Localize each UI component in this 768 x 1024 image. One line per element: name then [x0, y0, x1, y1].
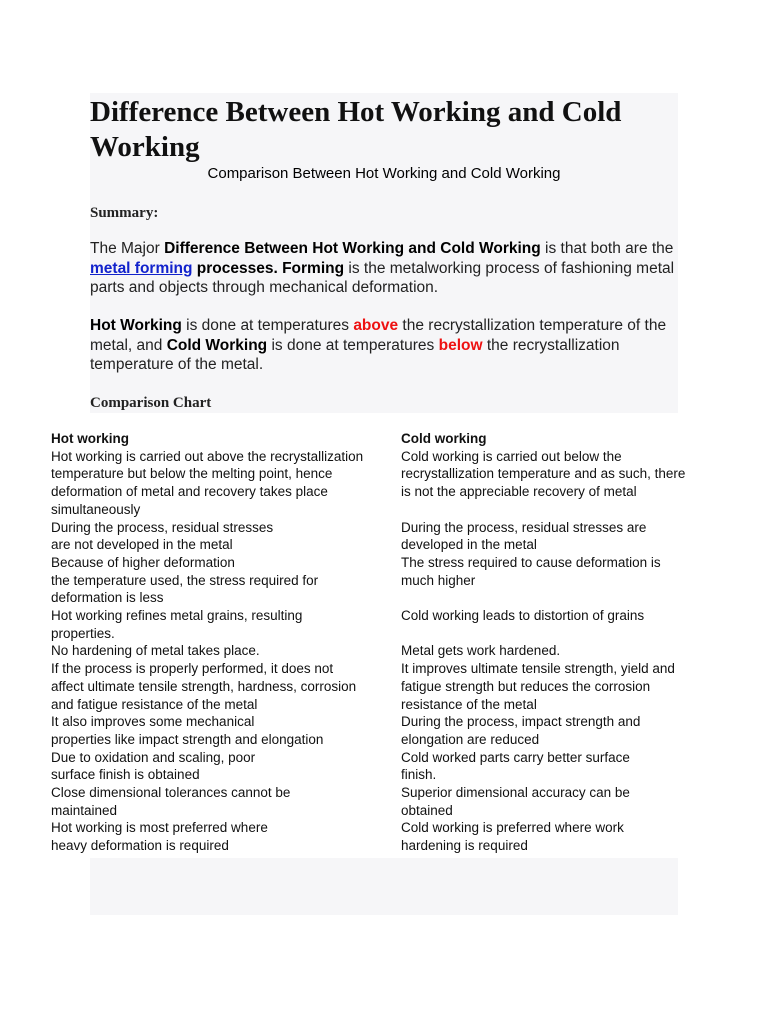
para1-text-3: is the metalworking process of fashioning metal parts and objects through mechanical deformation.: [90, 259, 675, 296]
table-cell-hot: Hot working is most preferred where heavy deformation is required: [51, 820, 268, 854]
table-cell-hot: During the process, residual stresses are not developed in the metal: [51, 519, 274, 553]
table-cell-hot: Close dimensional tolerances cannot be maintained: [51, 785, 291, 818]
table-row: [51, 554, 731, 607]
table-cell-cold: During the process, residual stresses are developed in the metal: [401, 519, 647, 553]
metal-forming-link[interactable]: metal forming: [90, 259, 193, 277]
table-row: [51, 519, 731, 554]
table-cell-cold: Superior dimensional accuracy can be obtained: [401, 785, 630, 818]
table-cell-cold: Cold working is carried out below the recrystallization temperature and as such, there is not the appreciable recovery of metal: [401, 448, 686, 500]
para2-bold-2: Cold Working: [166, 336, 268, 354]
column-header-cold-working: Cold working: [401, 431, 487, 446]
table-cell-hot: Due to oxidation and scaling, poor surface finish is obtained: [51, 749, 256, 783]
table-row: [51, 819, 731, 854]
article-panel-footer: [90, 858, 678, 915]
table-row: [51, 784, 731, 819]
table-cell-hot: Hot working refines metal grains, resulting properties.: [51, 608, 303, 641]
table-cell-hot: Because of higher deformation the temperature used, the stress required for deformation is less: [51, 554, 319, 606]
table-cell-hot: If the process is properly performed, it does not affect ultimate tensile strength, hardness, corrosion and fatigue resistance of the metal: [51, 661, 357, 712]
table-header-row: [51, 430, 731, 448]
table-row: [51, 642, 731, 660]
comparison-table: [51, 430, 731, 855]
para2-text-4: the recrystallization temperature of the metal.: [90, 336, 620, 373]
table-cell-cold: Cold worked parts carry better surface finish.: [401, 749, 630, 783]
table-row: [51, 448, 731, 519]
summary-heading: Summary:: [90, 205, 159, 221]
table-row: [51, 713, 731, 748]
para1-bold-1: Difference Between Hot Working and Cold Working: [164, 240, 541, 257]
page-subtitle: Comparison Between Hot Working and Cold Working: [207, 165, 561, 182]
table-row: [51, 660, 731, 713]
table-cell-hot: It also improves some mechanical properties like impact strength and elongation: [51, 714, 324, 747]
table-cell-hot: Hot working is carried out above the recrystallization temperature but below the melting point, hence deformation of metal and recovery takes place simultaneously: [51, 448, 364, 517]
column-header-hot-working: Hot working: [51, 431, 129, 446]
page-title: Difference Between Hot Working and Cold Working: [90, 96, 622, 163]
para2-text-2: the recrystallization temperature of the metal, and: [90, 317, 667, 354]
table-cell-hot: No hardening of metal takes place.: [51, 643, 260, 659]
para2-text-1: is done at temperatures: [181, 317, 354, 334]
comparison-chart-heading: Comparison Chart: [90, 395, 212, 411]
table-cell-cold: Cold working is preferred where work hardening is required: [401, 820, 624, 854]
table-row: [51, 749, 731, 784]
table-cell-cold: The stress required to cause deformation is much higher: [401, 554, 661, 588]
table-row: [51, 607, 731, 642]
para1-text-1: The Major: [90, 240, 165, 257]
para1-text-2: is that both are the: [540, 240, 674, 257]
para1-bold-2: processes. Forming: [192, 259, 345, 277]
para2-text-3: is done at temperatures: [267, 336, 439, 354]
table-cell-cold: It improves ultimate tensile strength, yield and fatigue strength but reduces the corrosion resistance of the metal: [401, 661, 675, 712]
table-cell-cold: Cold working leads to distortion of grains: [401, 608, 645, 624]
table-cell-cold: Metal gets work hardened.: [401, 643, 561, 659]
summary-paragraph-2: [90, 316, 680, 375]
table-cell-cold: During the process, impact strength and elongation are reduced: [401, 714, 641, 747]
summary-paragraph-1: [90, 239, 680, 298]
para2-bold-1: Hot Working: [90, 317, 182, 334]
para2-highlight-above: above: [353, 317, 399, 334]
para2-highlight-below: below: [438, 336, 483, 354]
